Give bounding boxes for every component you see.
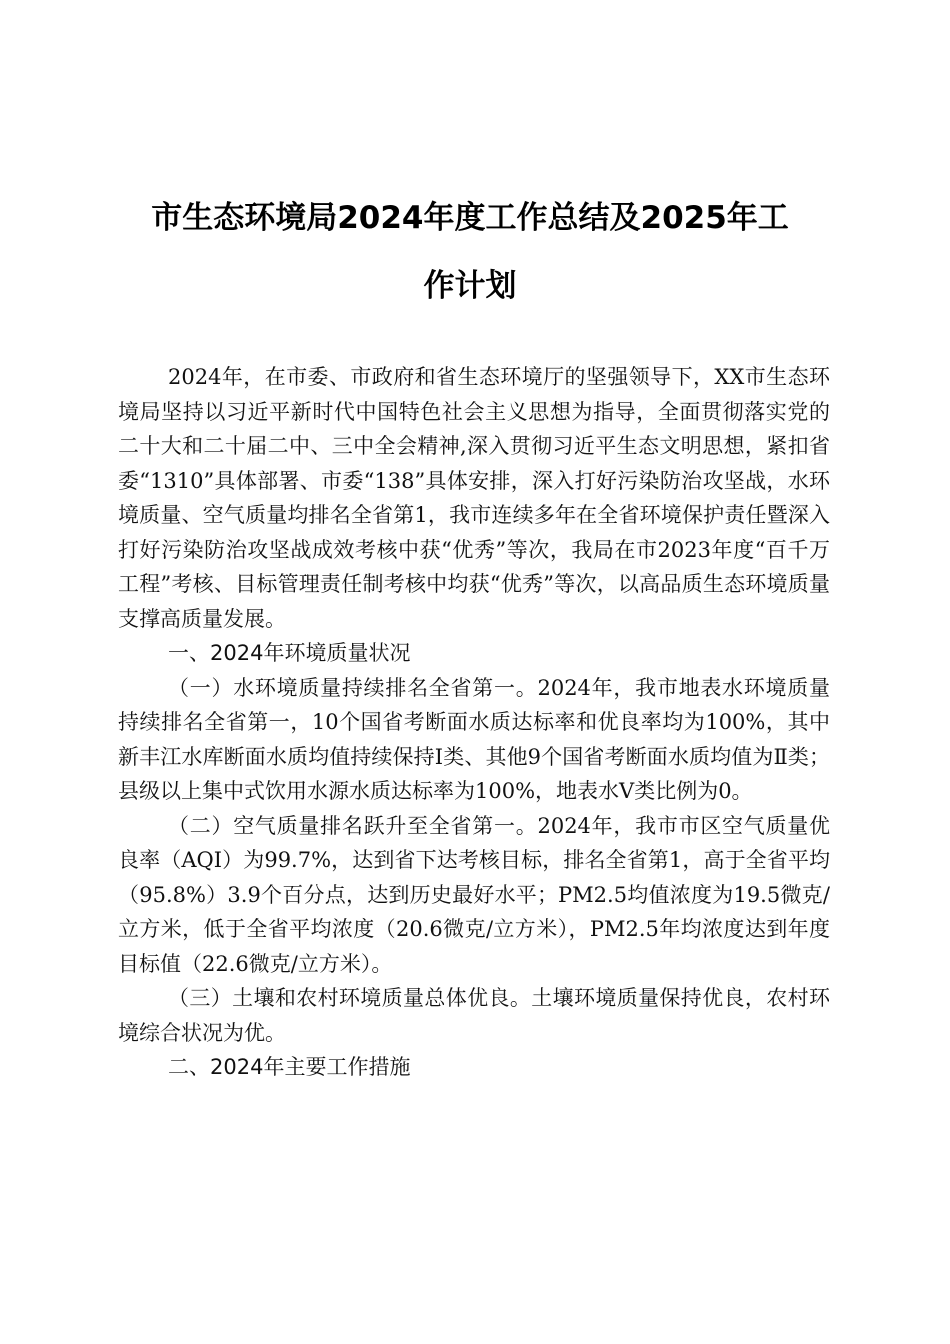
section-heading-1: 一、2024年环境质量状况 <box>168 641 411 665</box>
document-title-line-2: 作计划 <box>423 268 517 304</box>
intro-paragraph: 2024年，在市委、市政府和省生态环境厅的坚强领导下，XX市生态环境局坚持以习近平新时代中国特色社会主义思想为指导，全面贯彻落实党的二十大和二十届二中、三中全会精神,深入贯彻习近平生态文明思想，紧扣省委“1310”具体部署、市委“138”具体安排，深入打好污染防治攻坚战，水环境质量、空气质量均排名全省第1，我市连续多年在全省环境保护责任暨深入打好污染防治攻坚战成效考核中获“优秀”等次，我局在市2023年度“百千万工程”考核、目标管理责任制考核中均获“优秀”等次，以高品质生态环境质量支撑高质量发展。 <box>118 365 830 631</box>
document-body <box>118 360 830 1085</box>
document-title-line-1: 市生态环境局2024年度工作总结及2025年工 <box>151 200 789 236</box>
section1-item-1-paragraph: （一）水环境质量持续排名全省第一。2024年，我市地表水环境质量持续排名全省第一，10个国省考断面水质达标率和优良率均为100%，其中新丰江水库断面水质均值持续保持Ⅰ类、其他9个国省考断面水质均值为Ⅱ类；县级以上集中式饮用水源水质达标率为100%，地表水Ⅴ类比例为0。 <box>118 675 830 803</box>
section1-item-2-paragraph: （二）空气质量排名跃升至全省第一。2024年，我市市区空气质量优良率（AQI）为99.7%，达到省下达考核目标，排名全省第1，高于全省平均（95.8%）3.9个百分点，达到历史最好水平；PM2.5均值浓度为19.5微克/立方米，低于全省平均浓度（20.6微克/立方米），PM2.5年均浓度达到年度目标值（22.6微克/立方米）。 <box>118 813 830 976</box>
section1-item-3-paragraph: （三）土壤和农村环境质量总体优良。土壤环境质量保持优良，农村环境综合状况为优。 <box>118 986 830 1045</box>
section-heading-2: 二、2024年主要工作措施 <box>168 1055 411 1079</box>
